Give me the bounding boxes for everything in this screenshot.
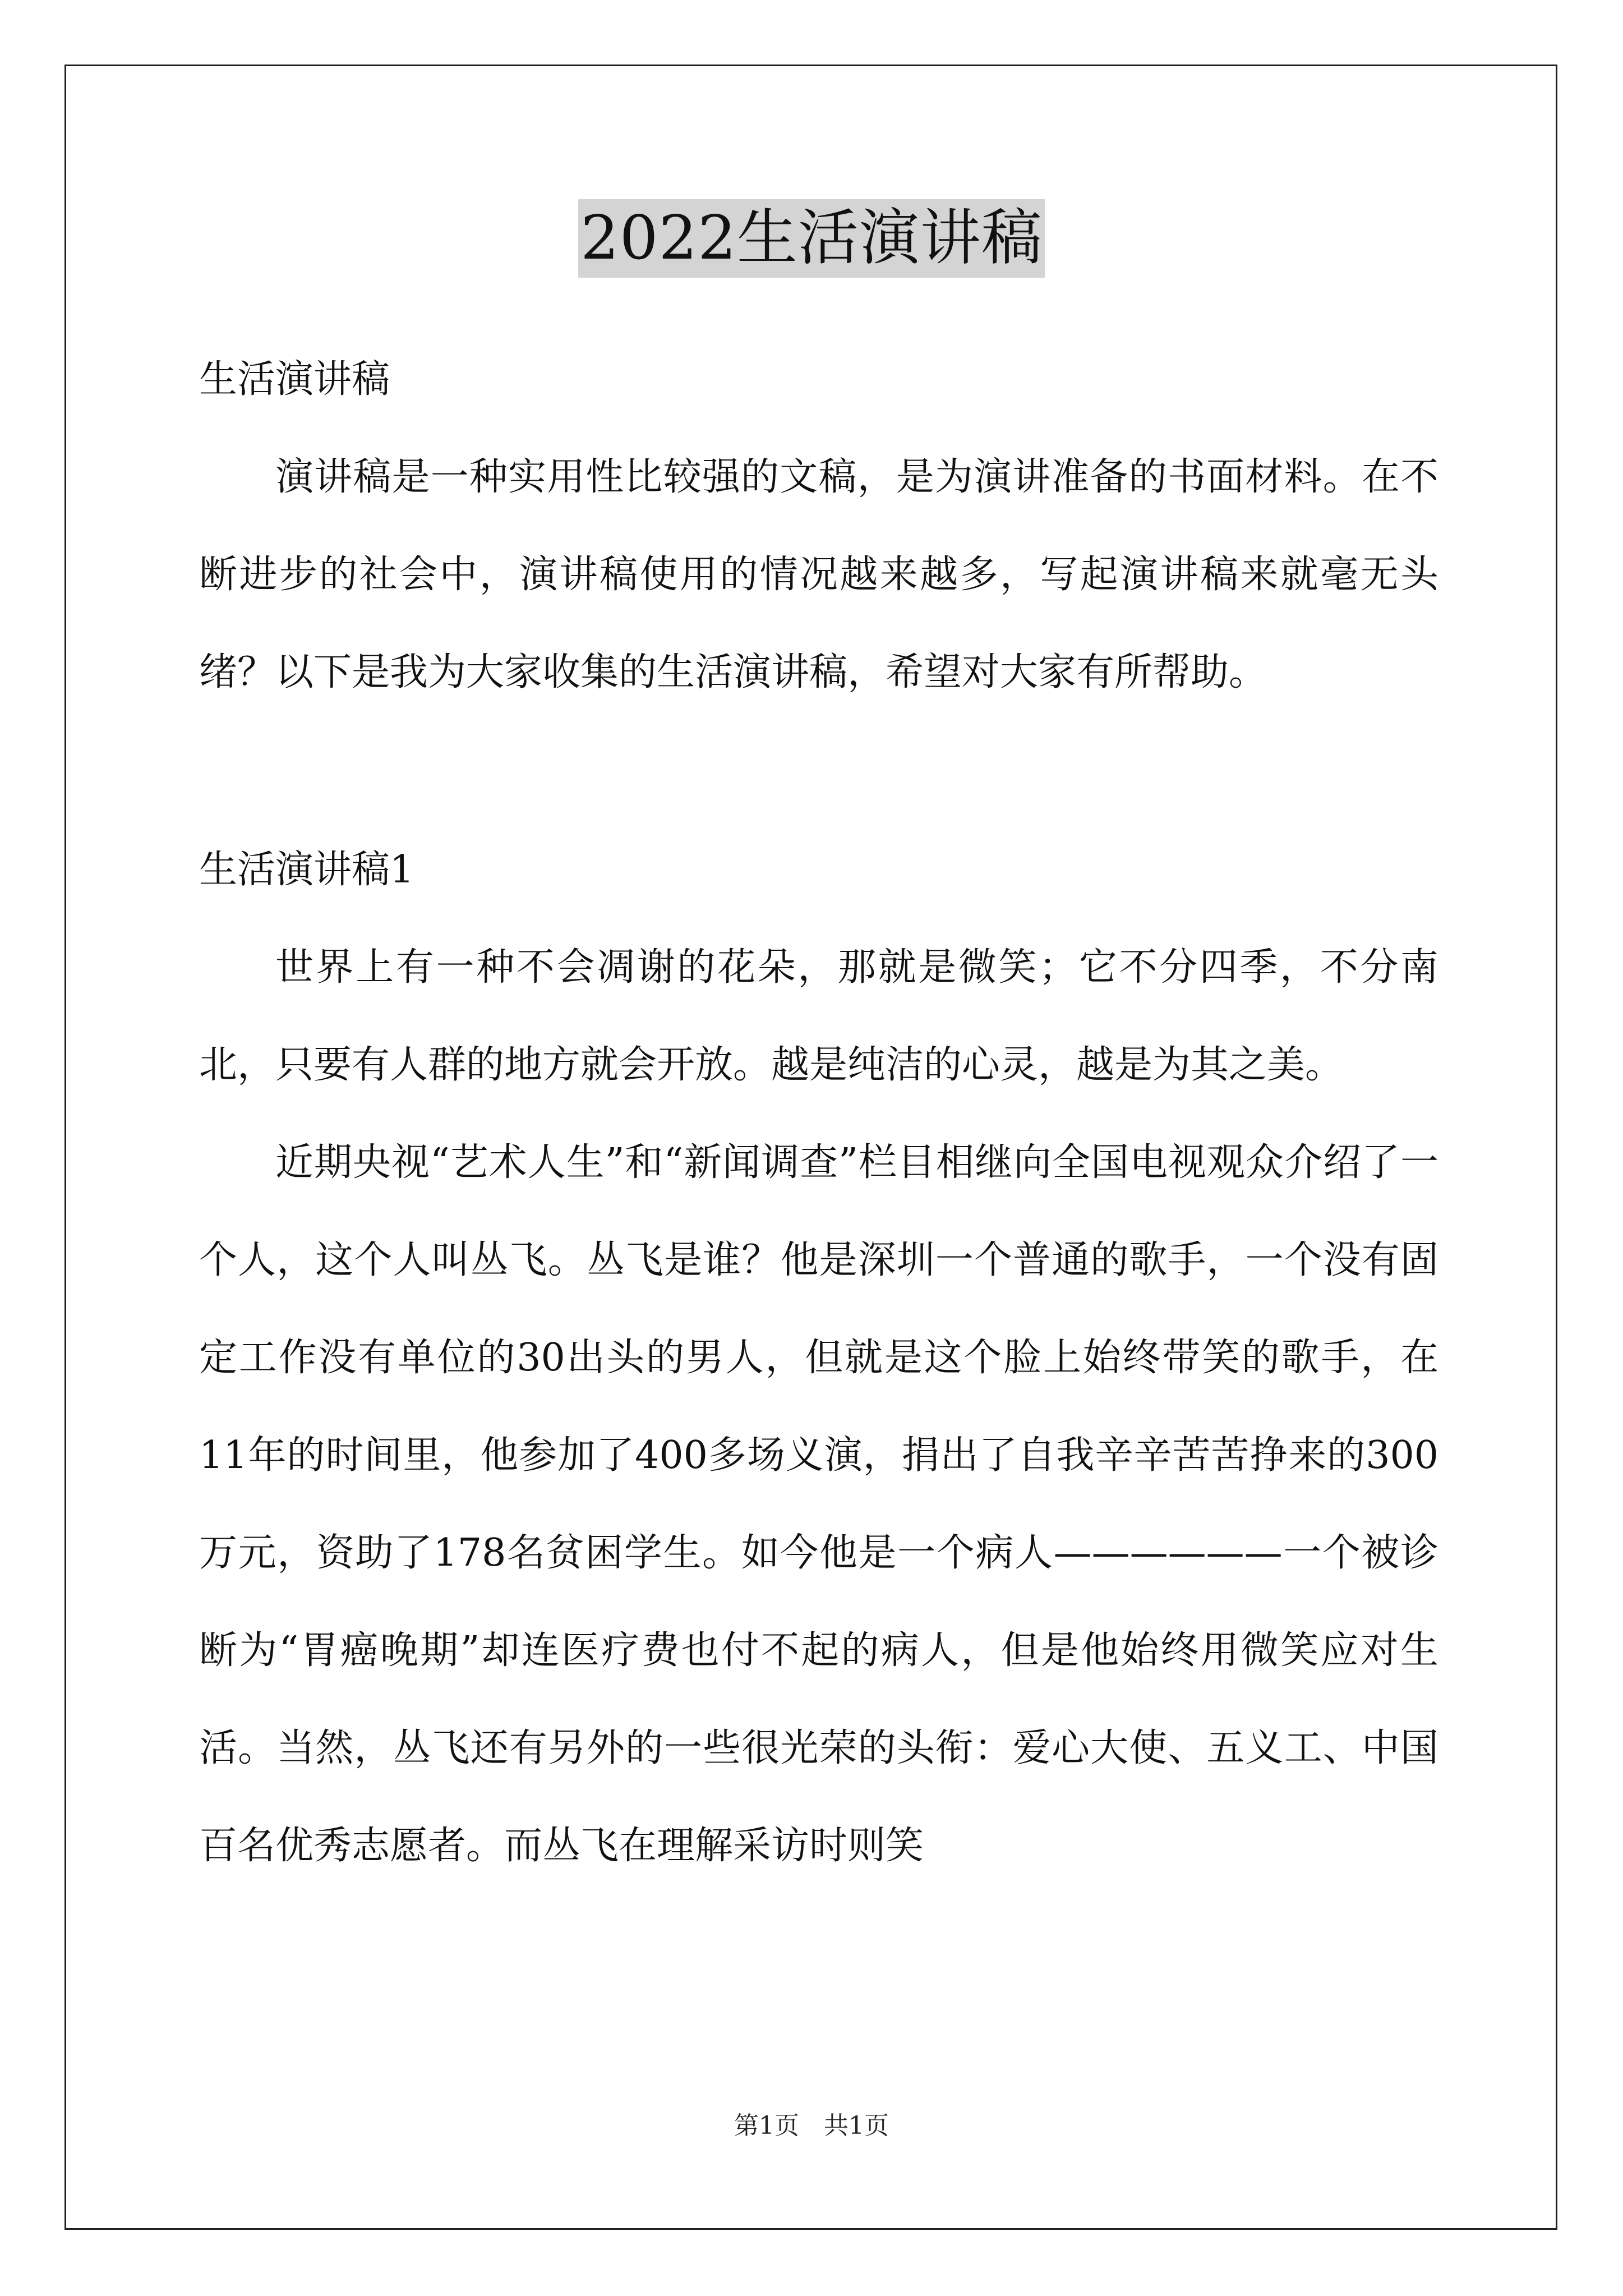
document-heading: 生活演讲稿 xyxy=(199,357,390,402)
section-heading: 生活演讲稿1 xyxy=(199,848,414,892)
page-footer xyxy=(0,2109,1623,2143)
page-number: 第1页 共1页 xyxy=(734,2111,889,2140)
intro-paragraph: 演讲稿是一种实用性比较强的文稿，是为演讲准备的书面材料。在不断进步的社会中，演讲稿使用的情况越来越多，写起演讲稿来就毫无头绪？以下是我为大家收集的生活演讲稿，希望对大家有所帮助。 xyxy=(199,455,1438,694)
body-paragraph-1: 世界上有一种不会凋谢的花朵，那就是微笑；它不分四季，不分南北，只要有人群的地方就会开放。越是纯洁的心灵，越是为其之美。 xyxy=(199,945,1438,1087)
body-paragraph-2: 近期央视“艺术人生”和“新闻调查”栏目相继向全国电视观众介绍了一个人，这个人叫丛飞。丛飞是谁？他是深圳一个普通的歌手，一个没有固定工作没有单位的30出头的男人，但就是这个脸上始终带笑的歌手，在11年的时间里，他参加了400多场义演，捐出了自我辛辛苦苦挣来的300万元，资助了178名贫困学生。如今他是一个病人——————一个被诊断为“胃癌晚期”却连医疗费也付不起的病人，但是他始终用微笑应对生活。当然，丛飞还有另外的一些很光荣的头衔：爱心大使、五义工、中国百名优秀志愿者。而丛飞在理解采访时则笑 xyxy=(199,1140,1438,1868)
section-spacer xyxy=(199,721,1438,821)
document-body xyxy=(199,331,1438,1895)
title-container xyxy=(0,199,1623,278)
document-title: 2022生活演讲稿 xyxy=(578,199,1045,278)
